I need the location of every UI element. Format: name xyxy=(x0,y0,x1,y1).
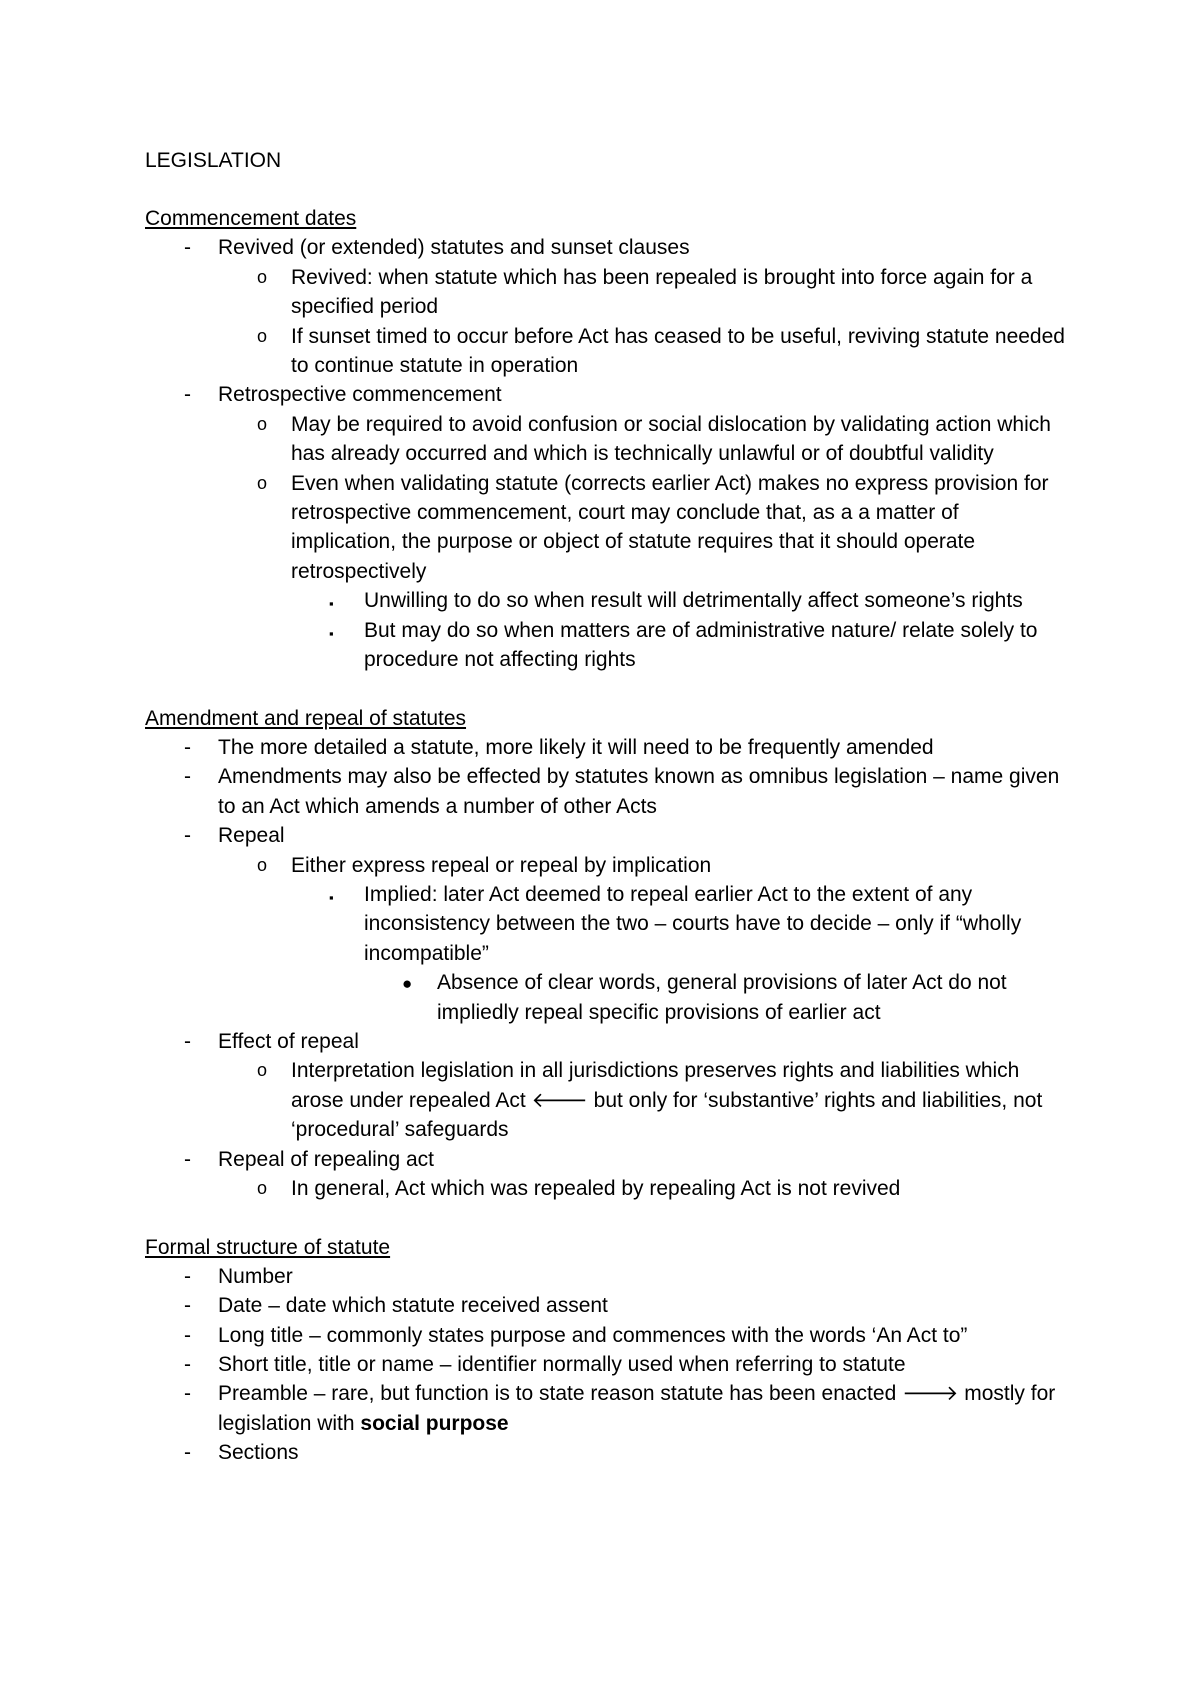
list-item-text: If sunset timed to occur before Act has ceased to be useful, reviving statute needed to continue statute in operation xyxy=(291,324,1065,378)
list-item-text: Unwilling to do so when result will detrimentally affect someone’s rights xyxy=(364,589,1023,613)
list-item-text: In general, Act which was repealed by repealing Act is not revived xyxy=(291,1176,901,1200)
dash-bullet: - xyxy=(184,1323,191,1347)
section-formal-structure xyxy=(145,1233,1065,1468)
list-item xyxy=(145,410,1065,469)
list-item xyxy=(145,733,1065,762)
list-item-text: Implied: later Act deemed to repeal earlier Act to the extent of any inconsistency between the two – courts have to decide – only if “wholly incompatible” xyxy=(364,882,1022,965)
list-item xyxy=(145,1438,1065,1467)
dash-bullet: - xyxy=(184,1147,191,1171)
list-item xyxy=(145,469,1065,587)
spacer xyxy=(145,175,1065,204)
list-item-text: Interpretation legislation in all jurisdictions preserves rights and liabilities which arose under repealed Act 🡐 but only for ‘substantive’ rights and liabilities, not ‘procedural’ safeguards xyxy=(291,1059,1043,1142)
dot-bullet-icon: ● xyxy=(402,974,413,994)
dash-bullet: - xyxy=(184,765,191,789)
list-item-text: Repeal xyxy=(218,824,285,848)
list-item-text: But may do so when matters are of administrative nature/ relate solely to procedure not affecting rights xyxy=(364,618,1038,672)
list-item xyxy=(145,1321,1065,1350)
list-item xyxy=(145,1379,1065,1438)
list-item-text: Repeal of repealing act xyxy=(218,1147,434,1171)
list-item xyxy=(145,233,1065,262)
list-item xyxy=(145,968,1065,1027)
list-item-text: The more detailed a statute, more likely it will need to be frequently amended xyxy=(218,735,934,759)
circle-bullet-icon: o xyxy=(257,1060,268,1081)
square-bullet-icon: ▪ xyxy=(329,596,334,612)
list-item-text: Absence of clear words, general provisions of later Act do not impliedly repeal specific provisions of earlier act xyxy=(437,971,1007,1024)
list-item xyxy=(145,1350,1065,1379)
dash-bullet: - xyxy=(184,383,191,407)
dash-bullet: - xyxy=(184,236,191,260)
spacer xyxy=(145,1203,1065,1232)
circle-bullet-icon: o xyxy=(257,266,268,287)
section-heading: Formal structure of statute xyxy=(145,1235,391,1259)
dash-bullet: - xyxy=(184,735,191,759)
list-item xyxy=(145,1174,1065,1203)
section-heading: Commencement dates xyxy=(145,207,357,231)
list-item-text: Effect of repeal xyxy=(218,1029,359,1053)
dash-bullet: - xyxy=(184,1382,191,1406)
dash-bullet: - xyxy=(184,1294,191,1318)
list-item-text: Revived: when statute which has been repealed is brought into force again for a specified period xyxy=(291,265,1033,319)
dash-bullet: - xyxy=(184,1352,191,1376)
list-item xyxy=(145,1291,1065,1320)
circle-bullet-icon: o xyxy=(257,472,268,493)
list-item xyxy=(145,821,1065,850)
list-item xyxy=(145,1145,1065,1174)
list-item xyxy=(145,616,1065,675)
list-item-text: Amendments may also be effected by statutes known as omnibus legislation – name given to an Act which amends a number of other Acts xyxy=(218,765,1060,818)
list-item-text: Date – date which statute received assent xyxy=(218,1294,608,1318)
list-item-text: Sections xyxy=(218,1441,299,1465)
square-bullet-icon: ▪ xyxy=(329,889,334,905)
section-commencement-dates xyxy=(145,204,1065,674)
circle-bullet-icon: o xyxy=(257,325,268,346)
list-item xyxy=(145,322,1065,381)
dash-bullet: - xyxy=(184,1441,191,1465)
list-item xyxy=(145,1262,1065,1291)
list-item-text: Number xyxy=(218,1264,293,1288)
list-item-text: Either express repeal or repeal by implication xyxy=(291,853,712,877)
dash-bullet: - xyxy=(184,1264,191,1288)
section-amendment-and-repeal xyxy=(145,704,1065,1204)
circle-bullet-icon: o xyxy=(257,1177,268,1198)
list-item-text: Revived (or extended) statutes and sunset clauses xyxy=(218,236,690,260)
list-item xyxy=(145,880,1065,968)
list-item-text: Short title, title or name – identifier normally used when referring to statute xyxy=(218,1352,906,1376)
circle-bullet-icon: o xyxy=(257,854,268,875)
square-bullet-icon: ▪ xyxy=(329,625,334,641)
list-item-text: Preamble – rare, but function is to state reason statute has been enacted 🡒 mostly for legislation with xyxy=(218,1382,1056,1435)
spacer xyxy=(145,674,1065,703)
list-item xyxy=(145,1027,1065,1056)
list-item-text: Retrospective commencement xyxy=(218,383,502,407)
list-item xyxy=(145,586,1065,615)
emphasis-text: social purpose xyxy=(360,1411,509,1435)
circle-bullet-icon: o xyxy=(257,413,268,434)
list-item xyxy=(145,851,1065,880)
dash-bullet: - xyxy=(184,824,191,848)
document-title: LEGISLATION xyxy=(145,149,282,172)
dash-bullet: - xyxy=(184,1029,191,1053)
document-content xyxy=(145,146,1065,1468)
list-item-text: May be required to avoid confusion or social dislocation by validating action which has already occurred and which is technically unlawful or of doubtful validity xyxy=(291,412,1051,466)
section-heading: Amendment and repeal of statutes xyxy=(145,706,467,730)
list-item xyxy=(145,263,1065,322)
list-item xyxy=(145,380,1065,409)
list-item-text: Even when validating statute (corrects earlier Act) makes no express provision for retrospective commencement, court may conclude that, as a a matter of implication, the purpose or object of statute requires that it should operate retrospectively xyxy=(291,471,1049,583)
list-item-text: Long title – commonly states purpose and commences with the words ‘An Act to” xyxy=(218,1323,968,1347)
list-item xyxy=(145,1056,1065,1144)
list-item xyxy=(145,762,1065,821)
